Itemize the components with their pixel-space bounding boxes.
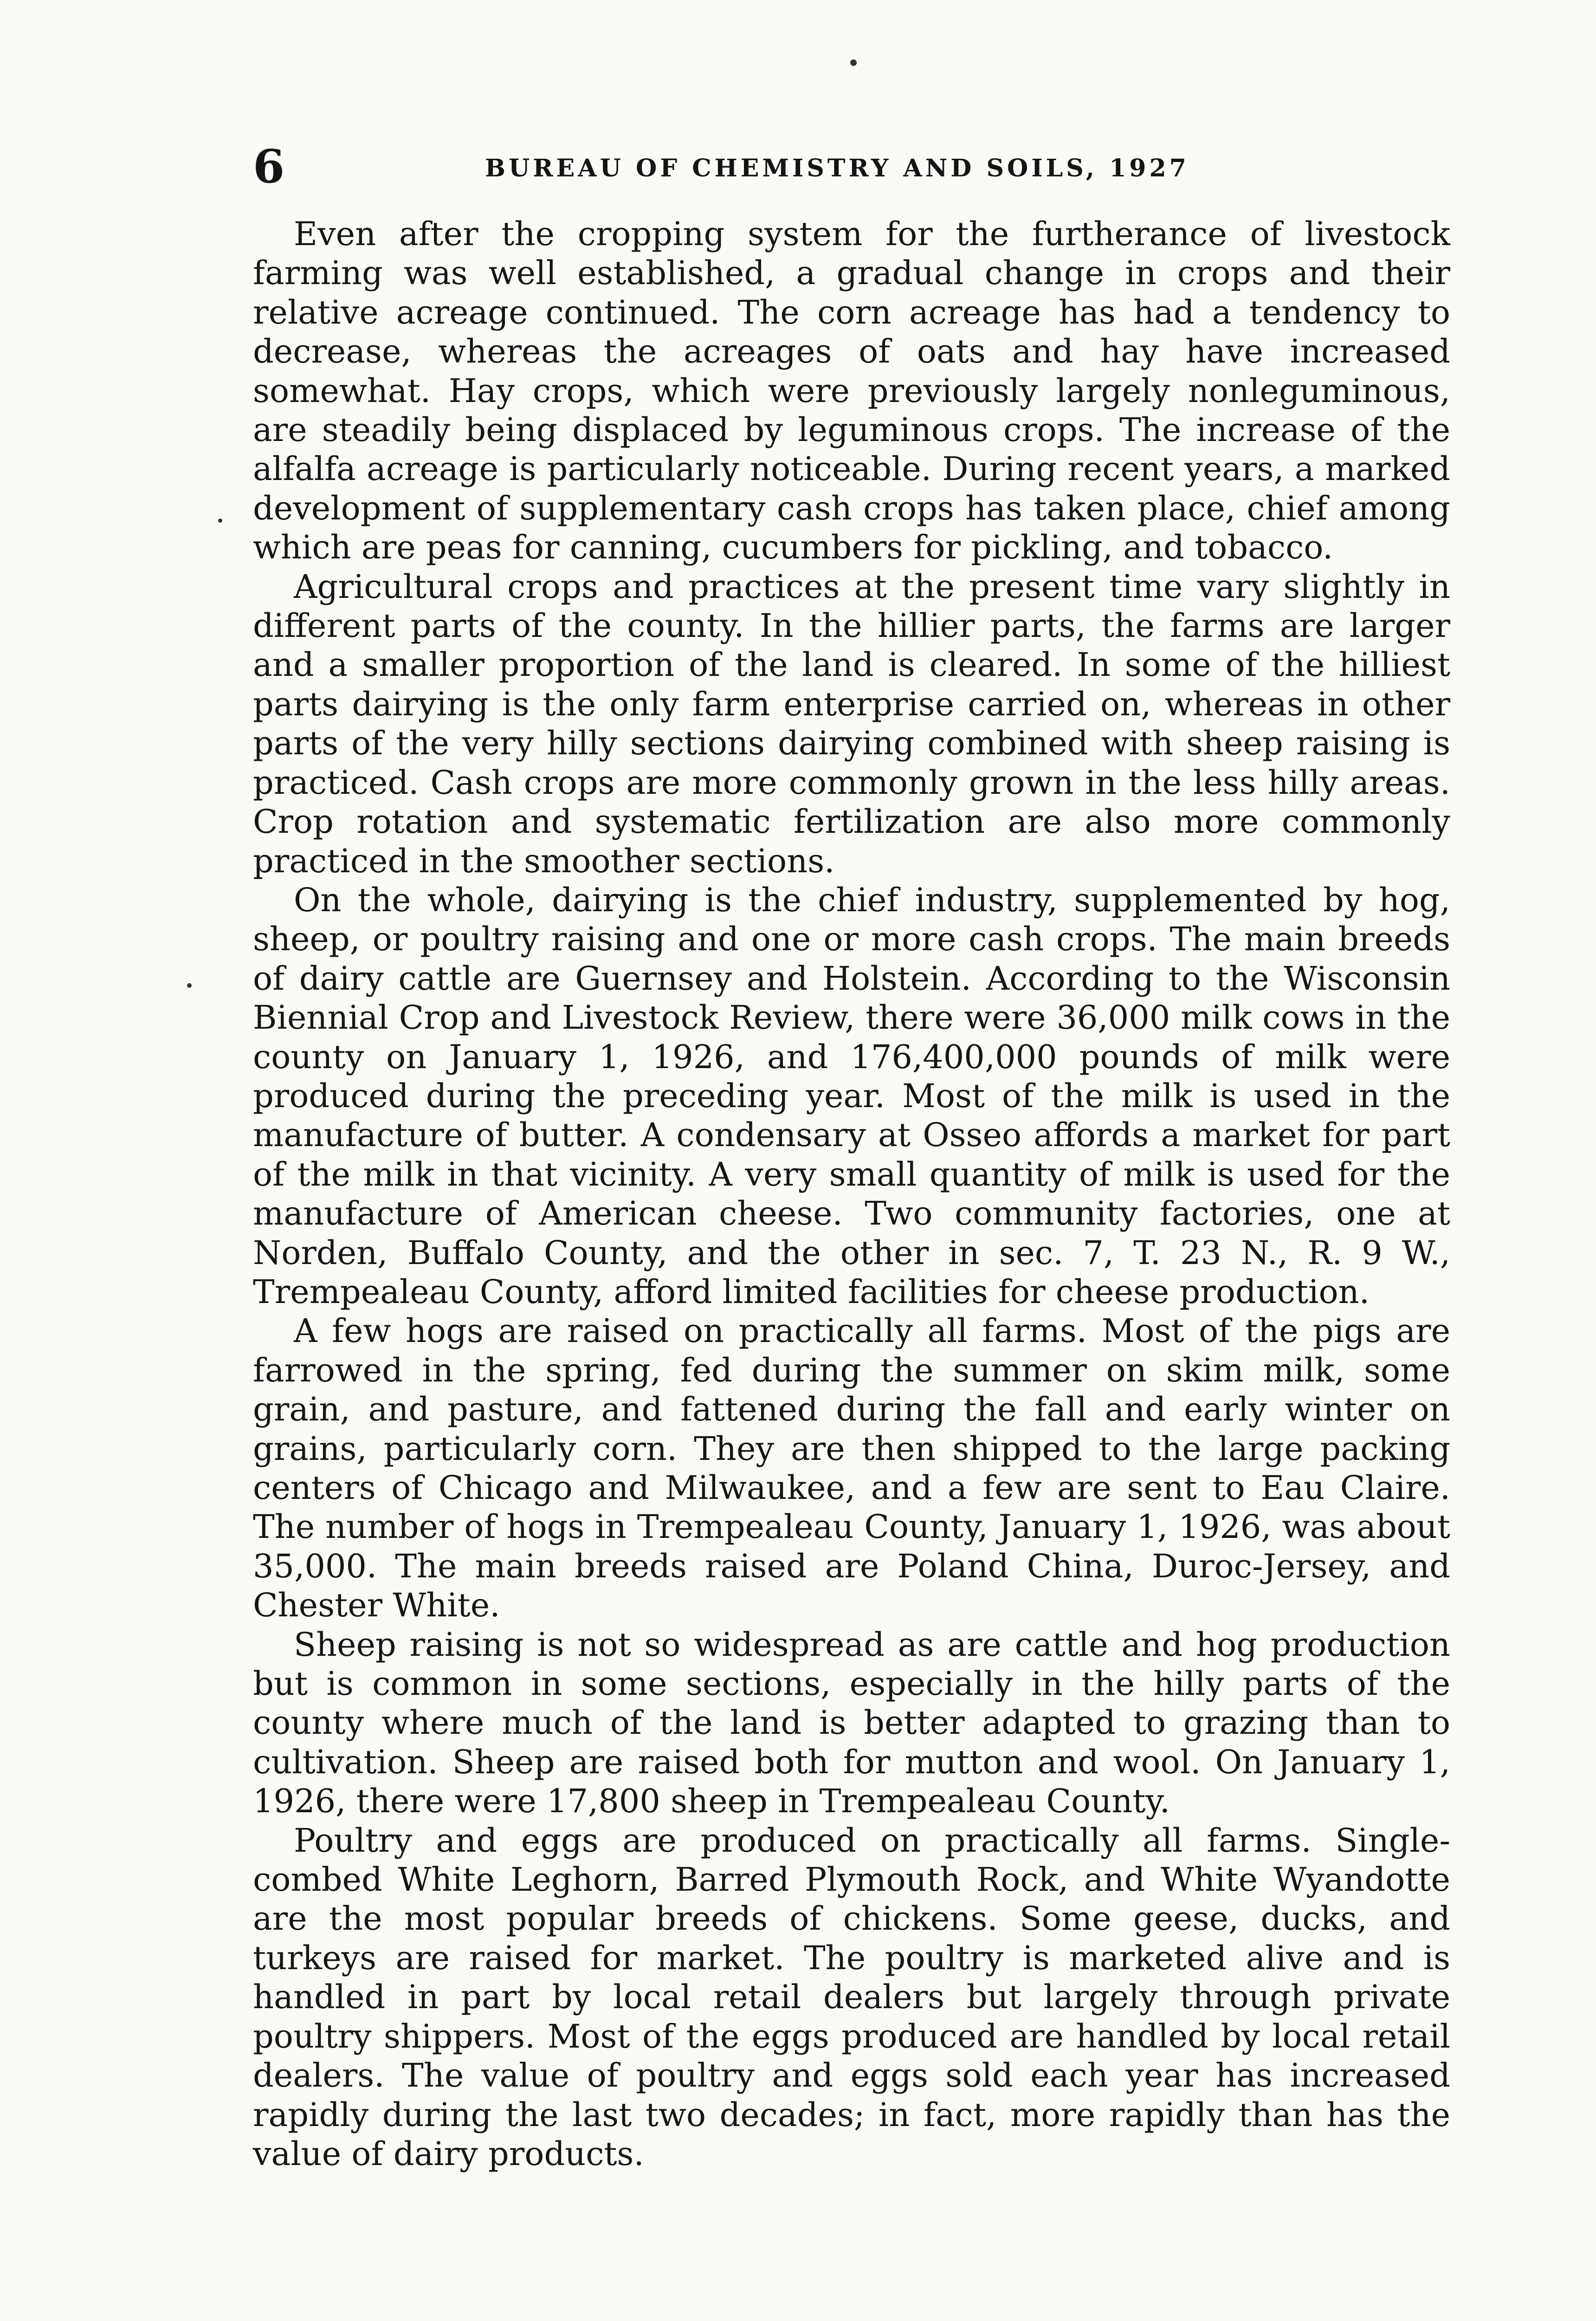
margin-speck <box>218 519 222 523</box>
paragraph-agricultural-practices: Agricultural crops and practices at the present time vary slightly in different parts of the county. In the hillier parts, the farms are larger and a smaller proportion of the land is cleared. In some of the hilliest parts dairying is the only farm enterprise carried on, whereas in other parts of the very hilly sections dairying combined with sheep raising is practiced. Cash crops are more commonly grown in the less hilly areas. Crop rotation and systematic fertilization are also more commonly practiced in the smoother sections. <box>253 567 1450 880</box>
paragraph-dairying: On the whole, dairying is the chief industry, supplemented by hog, sheep, or poultry raising and one or more cash crops. The main breeds of dairy cattle are Guernsey and Holstein. According to the Wisconsin Biennial Crop and Livestock Review, there were 36,000 milk cows in the county on January 1, 1926, and 176,400,000 pounds of milk were produced during the preceding year. Most of the milk is used in the manufacture of butter. A condensary at Osseo affords a market for part of the milk in that vicinity. A very small quantity of milk is used for the manufacture of American cheese. Two community factories, one at Norden, Buffalo County, and the other in sec. 7, T. 23 N., R. 9 W., Trempealeau County, afford limited facilities for cheese production. <box>253 881 1450 1311</box>
page-header <box>253 139 1469 195</box>
margin-speck <box>187 983 192 988</box>
running-head: BUREAU OF CHEMISTRY AND SOILS, 1927 <box>485 154 1189 182</box>
paragraph-cropping-system: Even after the cropping system for the furtherance of livestock farming was well established, a gradual change in crops and their relative acreage continued. The corn acreage has had a tendency to decrease, whereas the acreages of oats and hay have increased somewhat. Hay crops, which were previously largely nonleguminous, are steadily being displaced by leguminous crops. The increase of the alfalfa acreage is particularly noticeable. During recent years, a marked development of supplementary cash crops has taken place, chief among which are peas for canning, cucumbers for pickling, and tobacco. <box>253 215 1450 567</box>
body-text <box>253 214 1450 2173</box>
paragraph-hogs: A few hogs are raised on practically all farms. Most of the pigs are farrowed in the spring, fed during the summer on skim milk, some grain, and pasture, and fattened during the fall and early winter on grains, particularly corn. They are then shipped to the large packing centers of Chicago and Milwaukee, and a few are sent to Eau Claire. The number of hogs in Trempealeau County, January 1, 1926, was about 35,000. The main breeds raised are Poland China, Duroc-Jersey, and Chester White. <box>253 1312 1450 1625</box>
page-number: 6 <box>253 140 285 194</box>
margin-speck <box>850 59 857 66</box>
paragraph-sheep: Sheep raising is not so widespread as are cattle and hog production but is common in some sections, especially in the hilly parts of the county where much of the land is better adapted to grazing than to cultivation. Sheep are raised both for mutton and wool. On January 1, 1926, there were 17,800 sheep in Trempealeau County. <box>253 1625 1450 1821</box>
paragraph-poultry: Poultry and eggs are produced on practically all farms. Single-combed White Leghorn, Barred Plymouth Rock, and White Wyandotte are the most popular breeds of chickens. Some geese, ducks, and turkeys are raised for market. The poultry is marketed alive and is handled in part by local retail dealers but largely through private poultry shippers. Most of the eggs produced are handled by local retail dealers. The value of poultry and eggs sold each year has increased rapidly during the last two decades; in fact, more rapidly than has the value of dairy products. <box>253 1821 1450 2173</box>
